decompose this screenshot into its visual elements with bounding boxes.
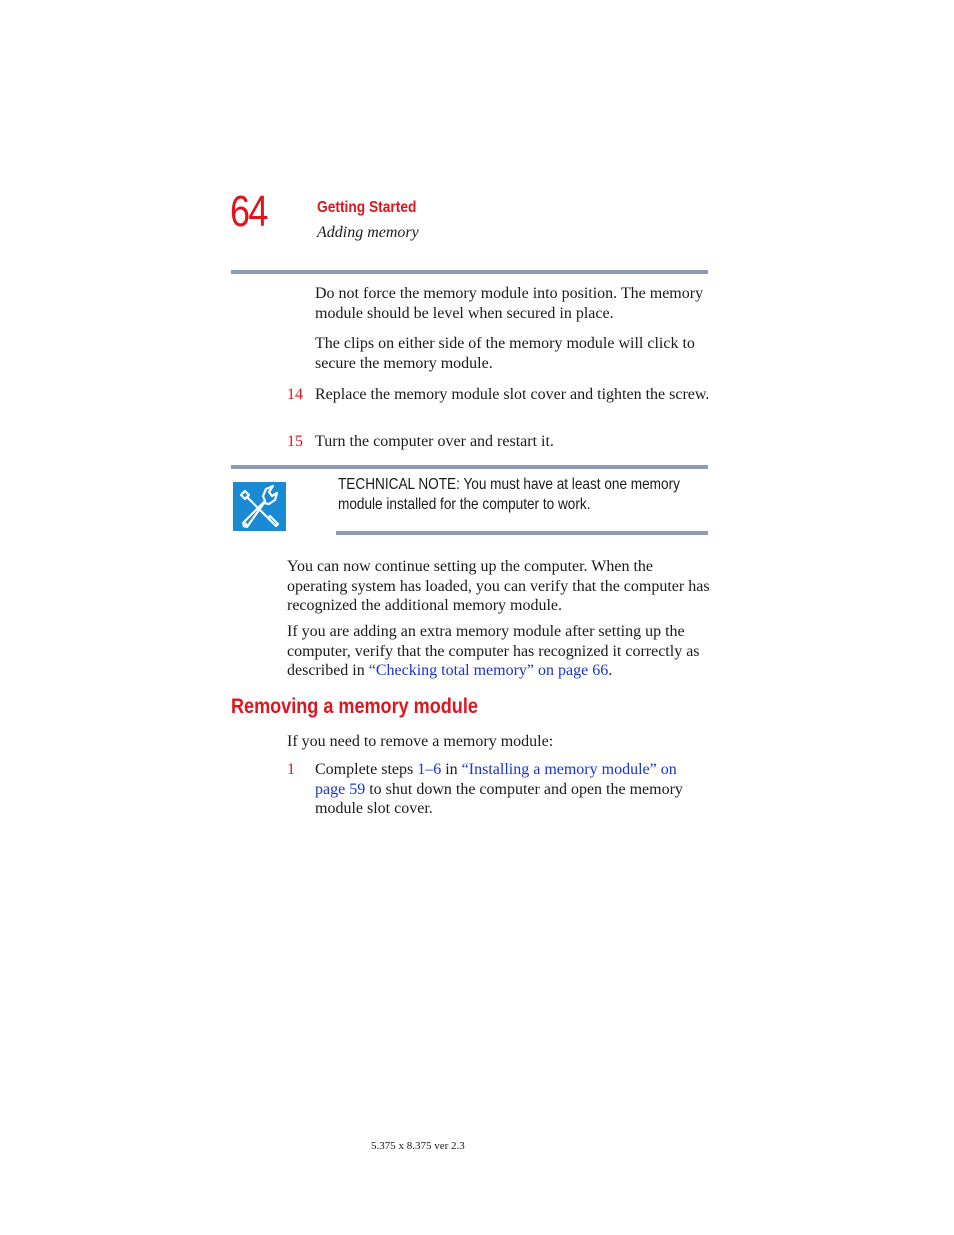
note-top-rule: [231, 465, 708, 469]
link-checking-total-memory[interactable]: “Checking total memory” on page 66: [368, 662, 609, 679]
paragraph-extra-module-text: If you are adding an extra memory module after setting up the computer, verify that the computer has recognized it correctly as described in: [287, 623, 700, 679]
paragraph-remove-intro: If you need to remove a memory module:: [287, 733, 554, 750]
link-steps-1-6[interactable]: 1–6: [417, 761, 442, 778]
section-subtitle: Adding memory: [317, 224, 419, 241]
wrench-icon: [233, 482, 286, 531]
note-bottom-rule: [336, 531, 708, 535]
step-1-text-mid: in: [441, 761, 462, 778]
step-14-text: Replace the memory module slot cover and tighten the screw.: [315, 386, 710, 403]
step-14-number: 14: [287, 386, 303, 403]
paragraph-continue: You can now continue setting up the computer. When the operating system has loaded, you can verify that the computer has recognized the additional memory module.: [287, 558, 710, 614]
paragraph-force: Do not force the memory module into position. The memory module should be level when secured in place.: [315, 285, 704, 322]
paragraph-extra-module: [287, 622, 712, 681]
step-1-text: [315, 760, 690, 819]
paragraph-clips: The clips on either side of the memory module will click to secure the memory module.: [315, 335, 695, 372]
page-number: 64: [230, 187, 267, 236]
link-installing-memory-module[interactable]: “Installing a memory module” on page 59: [315, 761, 677, 798]
paragraph-extra-module-end: .: [608, 662, 613, 679]
chapter-title: Getting Started: [317, 199, 417, 216]
footer-version: 5.375 x 8.375 ver 2.3: [371, 1140, 465, 1152]
step-1-number: 1: [287, 761, 295, 778]
step-15-number: 15: [287, 433, 303, 450]
section-heading: Removing a memory module: [231, 695, 478, 718]
technical-note-text: TECHNICAL NOTE: You must have at least one memory module installed for the computer to work.: [338, 476, 680, 513]
top-rule: [231, 270, 708, 274]
step-1-text-end: to shut down the computer and open the memory module slot cover.: [315, 780, 683, 817]
step-15-text: Turn the computer over and restart it.: [315, 433, 554, 450]
step-1-text-start: Complete steps: [315, 761, 418, 778]
